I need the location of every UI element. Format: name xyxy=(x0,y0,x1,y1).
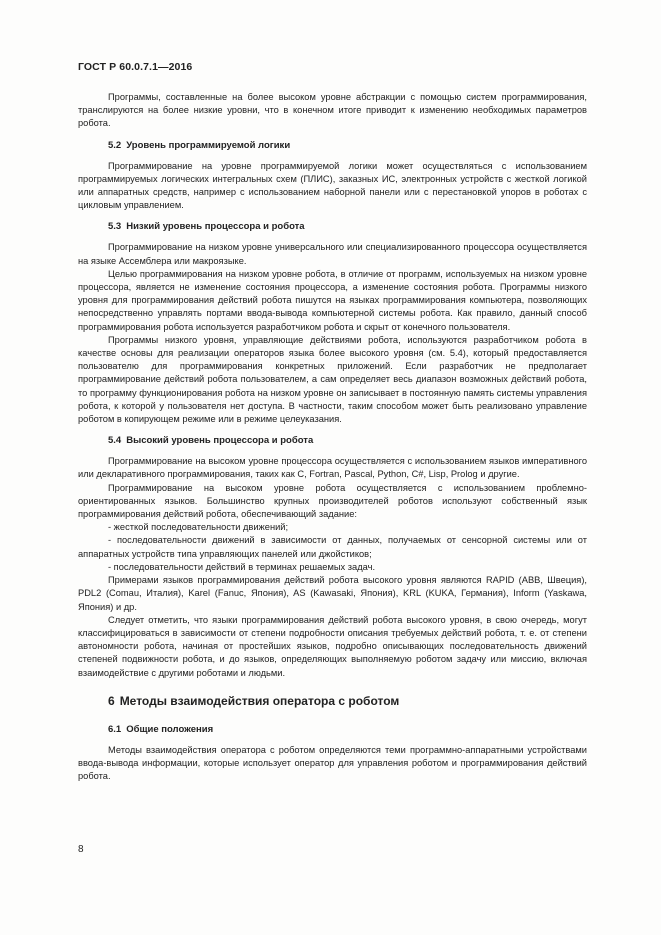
paragraph-5-3-2: Целью программирования на низком уровне робота, в отличие от программ, используемых на низком уровне процессора, является не изменение состояния процессора, а изменение состояния робота. Программы низкого уровня для программирования действий робота пишутся на языках программирования компьютера, позволяющих непосредственно управлять портами ввода-вывода компьютерной системы робота. Как правило, данный способ программирования робота используется разработчиком робота и скрыт от конечного пользователя. xyxy=(78,268,587,332)
list-item: - жесткой последовательности движений; xyxy=(108,522,289,533)
paragraph-intro: Программы, составленные на более высоком уровне абстракции с помощью систем программирования, транслируются на более низкие уровни, что в конечном итоге приводит к изменению необходимых параметров робота. xyxy=(78,92,587,129)
paragraph-6-1: Методы взаимодействия оператора с роботом определяются теми программно-аппаратными устройствами ввода-вывода информации, которые использует оператор для управления роботом и программирования действий робота. xyxy=(78,744,587,782)
section-heading-5-3 xyxy=(78,220,587,233)
paragraph-5-4-3: Примерами языков программирования действий робота высокого уровня являются RAPID (ABB, Швеция), PDL2 (Comau, Италия), Karel (Fanuc, Япония), AS (Kawasaki, Япония), KRL (KUKA, Германия), Inform (Yaskawa, Япония) и др. xyxy=(78,575,587,612)
section-heading-6-1 xyxy=(78,723,587,736)
section-number: 6 xyxy=(108,693,115,708)
list-item: - последовательности движений в зависимости от данных, получаемых от сенсорной системы или от аппаратных устройств типа управляющих панелей или джойстиков; xyxy=(78,535,587,559)
section-title: Методы взаимодействия оператора с роботом xyxy=(119,693,400,708)
paragraph-5-4-1: Программирование на высоком уровне процессора осуществляется с использованием языков императивного или декларативного программирования, таких как C, Fortran, Pascal, Python, C#, Lisp, Prolog и другие. xyxy=(78,456,587,480)
section-title: Уровень программируемой логики xyxy=(126,139,291,151)
section-heading-5-2 xyxy=(78,139,587,152)
page-number: 8 xyxy=(78,844,84,855)
paragraph-5-4-2: Программирование на высоком уровне робота осуществляется с использованием проблемно-ориентированных языков. Большинство крупных производителей роботов используют собственный язык программирования действий робота, обеспечивающий задание: xyxy=(78,482,587,520)
list-item: - последовательности действий в терминах решаемых задач. xyxy=(108,561,376,572)
paragraph-5-4-4: Следует отметить, что языки программирования действий робота высокого уровня, в свою очередь, могут классифицироваться в зависимости от степени подробности описания требуемых действий робота, т. е. от степени автономности робота, начиная от простейших языков, подробно описывающих последовательность движений степеней подвижности робота, и до языков, определяющих выполняемую роботом задачу или миссию, включая взаимодействие с другими роботами и людьми. xyxy=(78,614,587,678)
section-title: Общие положения xyxy=(126,723,214,735)
section-number: 5.3 xyxy=(108,221,122,233)
section-title: Низкий уровень процессора и робота xyxy=(126,221,305,233)
section-number: 6.1 xyxy=(108,723,122,735)
section-heading-6 xyxy=(78,694,587,709)
paragraph-5-2: Программирование на уровне программируемой логики может осуществляться с использованием программируемых логических интегральных схем (ПЛИС), заказных ИС, электронных устройств с жесткой логикой или аппаратных средств, например с использованием наборной панели или с перестановкой упоров в роботах с цикловым управлением. xyxy=(78,160,587,211)
paragraph-5-3-3: Программы низкого уровня, управляющие действиями робота, используются разработчиком робота в качестве основы для реализации операторов языка более высокого уровня (см. 5.4), который предоставляется пользователю для программирования конкретных приложений. Если разработчик не предполагает программирование действий робота пользователем, а сам определяет весь диапазон возможных действий робота, то программу функционирования робота на низком уровне он записывает в постоянную память системы управления робота, к которой у пользователя нет доступа. В частности, таким способом может быть реализовано управление роботом в копирующем режиме или в режиме целеуказания. xyxy=(78,334,587,425)
paragraph-5-3-1: Программирование на низком уровне универсального или специализированного процессора осуществляется на языке Ассемблера или макроязыке. xyxy=(78,242,587,266)
document-body xyxy=(78,91,587,783)
section-number: 5.2 xyxy=(108,139,122,151)
section-title: Высокий уровень процессора и робота xyxy=(126,435,314,447)
section-number: 5.4 xyxy=(108,435,122,447)
document-header: ГОСТ Р 60.0.7.1—2016 xyxy=(78,61,193,73)
section-heading-5-4 xyxy=(78,434,587,447)
